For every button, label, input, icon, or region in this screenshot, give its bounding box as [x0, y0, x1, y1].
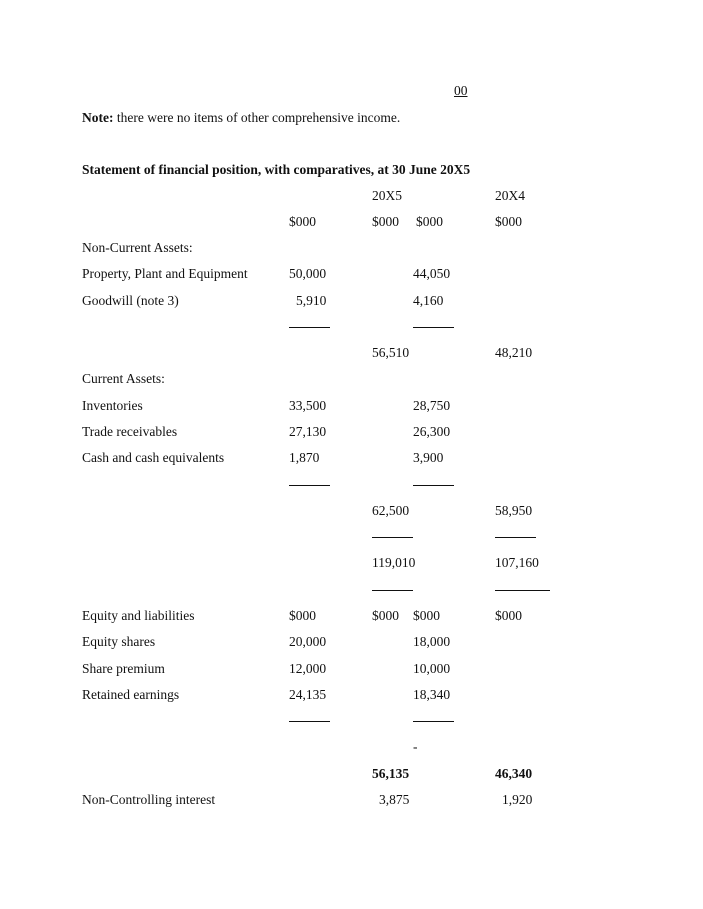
current-total-current: 62,500 — [372, 503, 410, 518]
goodwill-label: Goodwill (note 3) — [82, 293, 179, 308]
equity-shares-value-prior: 18,000 — [413, 634, 451, 649]
nci-value-current: 3,875 — [379, 792, 410, 807]
unit-header-col-b: $000 — [372, 214, 399, 229]
rule-subtotal-b — [372, 537, 413, 538]
year-current-header: 20X5 — [372, 188, 402, 203]
equity-unit-col-b: $000 — [372, 608, 399, 623]
nci-label: Non-Controlling interest — [82, 792, 216, 807]
rule-subtotal-d — [495, 537, 536, 538]
total-assets-current: 119,010 — [372, 555, 416, 570]
goodwill-value-prior: 4,160 — [413, 293, 444, 308]
goodwill-value-current: 5,910 — [296, 293, 327, 308]
share-premium-label: Share premium — [82, 661, 165, 676]
receivables-value-current: 27,130 — [289, 424, 327, 439]
equity-unit-col-c: $000 — [413, 608, 440, 623]
retained-earnings-value-current: 24,135 — [289, 687, 327, 702]
ppe-value-prior: 44,050 — [413, 266, 451, 281]
total-assets-prior: 107,160 — [495, 555, 539, 570]
equity-unit-col-a: $000 — [289, 608, 316, 623]
note-line — [82, 110, 400, 126]
equity-shares-value-current: 20,000 — [289, 634, 327, 649]
receivables-label: Trade receivables — [82, 424, 178, 439]
equity-subtotal-prior: 46,340 — [495, 766, 533, 781]
nci-value-prior: 1,920 — [502, 792, 533, 807]
share-premium-value-current: 12,000 — [289, 661, 327, 676]
equity-heading: Equity and liabilities — [82, 608, 195, 623]
rule-current-c — [413, 485, 454, 486]
cash-value-prior: 3,900 — [413, 450, 444, 465]
inventories-label: Inventories — [82, 398, 143, 413]
note-label: Note: — [82, 110, 114, 125]
retained-earnings-value-prior: 18,340 — [413, 687, 451, 702]
ppe-value-current: 50,000 — [289, 266, 327, 281]
rule-non-current-a — [289, 327, 330, 328]
rule-non-current-c — [413, 327, 454, 328]
rule-equity-a — [289, 721, 330, 722]
retained-earnings-label: Retained earnings — [82, 687, 180, 702]
equity-subtotal-current: 56,135 — [372, 766, 410, 781]
current-total-prior: 58,950 — [495, 503, 533, 518]
year-prior-header: 20X4 — [495, 188, 525, 203]
equity-dash: - — [413, 739, 418, 754]
ppe-label: Property, Plant and Equipment — [82, 266, 248, 281]
rule-current-a — [289, 485, 330, 486]
equity-unit-col-d: $000 — [495, 608, 522, 623]
unit-header-col-d: $000 — [495, 214, 522, 229]
unit-header-col-c: $000 — [416, 214, 443, 229]
equity-shares-label: Equity shares — [82, 634, 156, 649]
non-current-assets-heading: Non-Current Assets: — [82, 240, 193, 255]
inventories-value-prior: 28,750 — [413, 398, 451, 413]
non-current-total-current: 56,510 — [372, 345, 410, 360]
current-assets-heading: Current Assets: — [82, 371, 165, 386]
non-current-total-prior: 48,210 — [495, 345, 533, 360]
rule-total-b — [372, 590, 413, 591]
statement-title: Statement of financial position, with comparatives, at 30 June 20X5 — [82, 162, 471, 177]
inventories-value-current: 33,500 — [289, 398, 327, 413]
page-fragment-text: 00 — [454, 83, 468, 98]
receivables-value-prior: 26,300 — [413, 424, 451, 439]
rule-equity-c — [413, 721, 454, 722]
note-text: there were no items of other comprehensive income. — [116, 110, 401, 125]
unit-header-col-a: $000 — [289, 214, 316, 229]
cash-label: Cash and cash equivalents — [82, 450, 225, 465]
rule-total-d — [495, 590, 550, 591]
share-premium-value-prior: 10,000 — [413, 661, 451, 676]
cash-value-current: 1,870 — [289, 450, 320, 465]
